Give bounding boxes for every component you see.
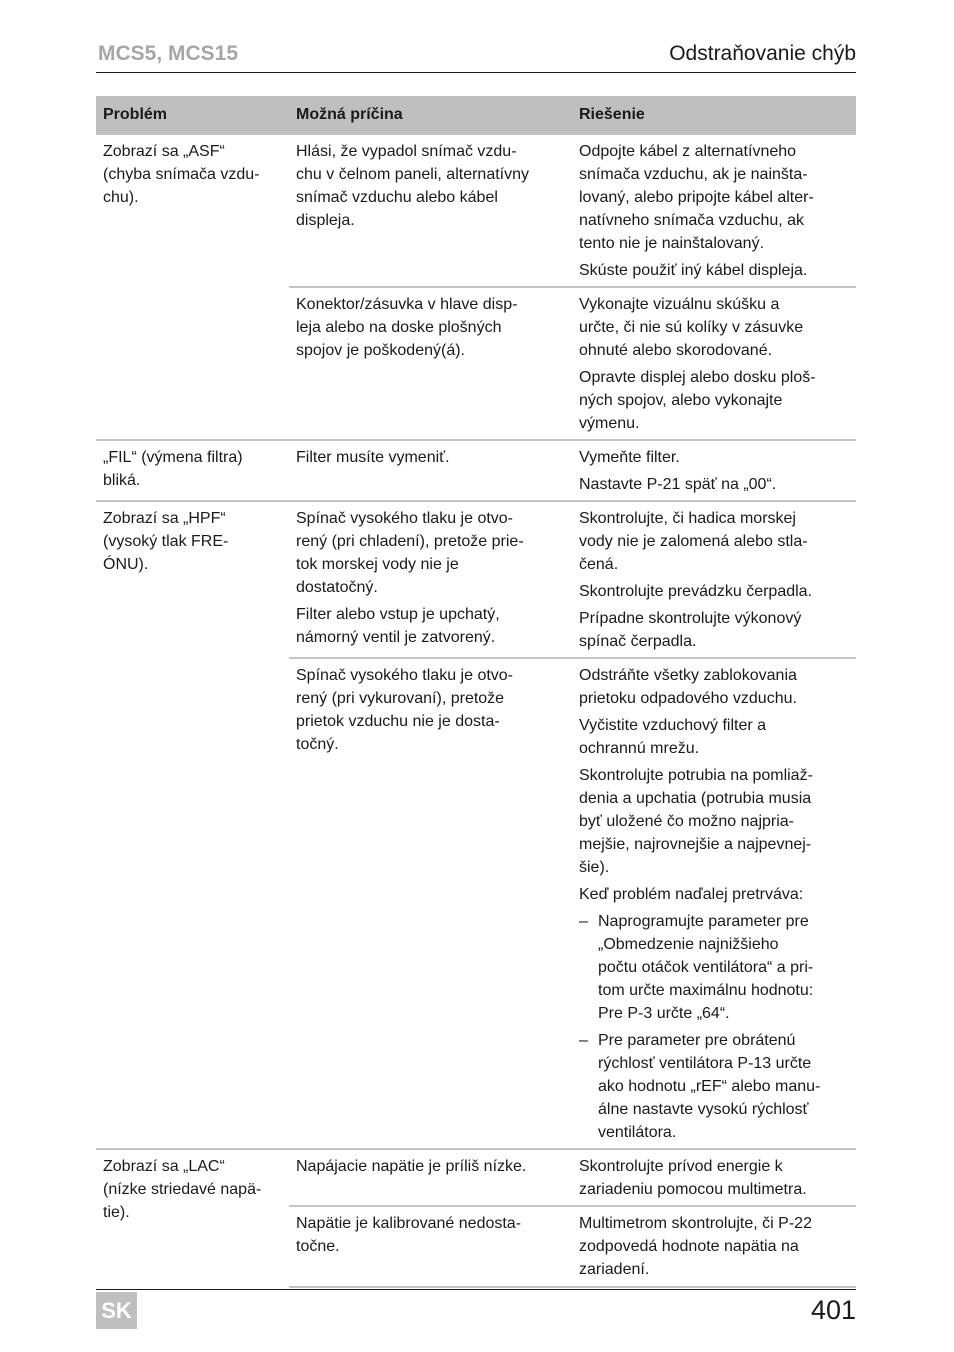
text-line: displeja. (296, 212, 355, 229)
text-line: námorný ventil je zatvorený. (296, 629, 496, 646)
text-line: Pre parameter pre obrátenú (598, 1032, 796, 1049)
cause-cell (289, 134, 572, 287)
text-line: (nízke striedavé napä- (103, 1181, 262, 1198)
text-line: zariadení. (579, 1261, 650, 1278)
list-dash: – (579, 1032, 588, 1049)
text-line: rený (pri vykurovaní), pretože (296, 690, 505, 707)
text-line: Vykonajte vizuálnu skúšku a (579, 296, 780, 313)
text-line: Naprogramujte parameter pre (598, 913, 809, 930)
text-line: rený (pri chladení), pretože prie- (296, 533, 524, 550)
solution-cell (572, 1206, 856, 1287)
text-line: Pre P-3 určte „64“. (598, 1005, 730, 1022)
text-line: Napätie je kalibrované nedosta- (296, 1215, 522, 1232)
paragraph (579, 1212, 849, 1281)
text-line: snímač vzduchu alebo kábel (296, 189, 498, 206)
table-row (96, 440, 856, 501)
paragraph (579, 259, 849, 282)
text-line: chu). (103, 189, 139, 206)
text-line: určte, či nie sú kolíky v zásuvke (579, 319, 804, 336)
text-line: (chyba snímača vzdu- (103, 166, 260, 183)
text-line: zariadeniu pomocou multimetra. (579, 1181, 807, 1198)
solution-cell (572, 440, 856, 501)
text-line: leja alebo na doske plošných (296, 319, 502, 336)
paragraph (296, 293, 565, 362)
table-row (96, 501, 856, 658)
paragraph (579, 446, 849, 469)
text-line: natívneho snímača vzduchu, ak (579, 212, 805, 229)
solution-cell (572, 1149, 856, 1206)
cause-cell (289, 501, 572, 658)
column-header-solution: Riešenie (572, 96, 856, 134)
column-header-cause: Možná príčina (289, 96, 572, 134)
text-line: zodpovedá hodnote napätia na (579, 1238, 799, 1255)
text-line: tom určte maximálnu hodnotu: (598, 982, 814, 999)
paragraph (296, 1212, 565, 1258)
cause-cell (289, 440, 572, 501)
model-name: MCS5, MCS15 (98, 42, 239, 65)
paragraph (579, 607, 849, 653)
text-line: ohnuté alebo skorodované. (579, 342, 773, 359)
cause-cell (289, 1206, 572, 1287)
text-line: prietok vzduchu nie je dosta- (296, 713, 500, 730)
text-line: Vyčistite vzduchový filter a (579, 717, 767, 734)
text-line: rýchlosť ventilátora P-13 určte (598, 1055, 812, 1072)
problem-cell (96, 1149, 289, 1287)
text-line: Skontrolujte, či hadica morskej (579, 510, 796, 527)
text-line: Prípadne skontrolujte výkonový (579, 610, 802, 627)
text-line: prietoku odpadového vzduchu. (579, 690, 797, 707)
text-line: spojov je poškodený(á). (296, 342, 465, 359)
text-line: „Obmedzenie najnižšieho (598, 936, 779, 953)
paragraph (579, 366, 849, 435)
text-line: byť uložené čo možno najpria- (579, 813, 795, 830)
table-row (96, 134, 856, 287)
text-line: šie). (579, 859, 610, 876)
list-item (579, 910, 849, 1025)
paragraph (579, 1155, 849, 1201)
text-line: vody nie je zalomená alebo stla- (579, 533, 808, 550)
table-row (96, 1149, 856, 1206)
text-line: (vysoký tlak FRE- (103, 533, 229, 550)
text-line: Hlási, že vypadol snímač vzdu- (296, 143, 517, 160)
text-line: Zobrazí sa „LAC“ (103, 1158, 225, 1175)
troubleshooting-table (96, 96, 856, 1288)
problem-cell (96, 440, 289, 501)
paragraph (579, 883, 849, 906)
paragraph (296, 603, 565, 649)
text-line: Odstráňte všetky zablokovania (579, 667, 797, 684)
paragraph (579, 507, 849, 576)
text-line: Konektor/zásuvka v hlave disp- (296, 296, 518, 313)
text-line: mejšie, najrovnejšie a najpevnej- (579, 836, 812, 853)
text-line: dostatočný. (296, 579, 378, 596)
table-header-row (96, 96, 856, 134)
text-line: lovaný, alebo pripojte kábel alter- (579, 189, 814, 206)
text-line: Nastavte P-21 späť na „00“. (579, 476, 777, 493)
text-line: Skúste použiť iný kábel displeja. (579, 262, 808, 279)
paragraph (579, 293, 849, 362)
paragraph (296, 507, 565, 599)
text-line: álne nastavte vysokú rýchlosť (598, 1101, 809, 1118)
text-line: Skontrolujte prívod energie k (579, 1158, 783, 1175)
problem-cell (96, 501, 289, 1149)
text-line: Napájacie napätie je príliš nízke. (296, 1158, 527, 1175)
solution-cell (572, 501, 856, 658)
text-line: Filter alebo vstup je upchatý, (296, 606, 500, 623)
solution-cell (572, 658, 856, 1149)
text-line: Spínač vysokého tlaku je otvo- (296, 510, 514, 527)
paragraph (296, 664, 565, 756)
text-line: tok morskej vody nie je (296, 556, 459, 573)
text-line: ochrannú mrežu. (579, 740, 700, 757)
table-body (96, 134, 856, 1287)
paragraph (296, 140, 565, 232)
text-line: denia a upchatia (potrubia musia (579, 790, 812, 807)
cause-cell (289, 1149, 572, 1206)
paragraph (579, 764, 849, 879)
section-title: Odstraňovanie chýb (669, 42, 856, 65)
page-footer (96, 1289, 856, 1330)
text-line: ných spojov, alebo vykonajte (579, 392, 783, 409)
text-line: Opravte displej alebo dosku ploš- (579, 369, 816, 386)
text-line: točný. (296, 736, 339, 753)
text-line: Filter musíte vymeniť. (296, 449, 450, 466)
text-line: Keď problém naďalej pretrváva: (579, 886, 804, 903)
text-line: počtu otáčok ventilátora“ a pri- (598, 959, 814, 976)
text-line: Zobrazí sa „HPF“ (103, 510, 226, 527)
page-number: 401 (810, 1295, 856, 1325)
text-line: tie). (103, 1204, 130, 1221)
text-line: ÓNU). (103, 556, 149, 573)
paragraph (579, 664, 849, 710)
text-line: Odpojte kábel z alternatívneho (579, 143, 797, 160)
text-line: výmenu. (579, 415, 640, 432)
text-line: chu v čelnom paneli, alternatívny (296, 166, 530, 183)
text-line: ako hodnotu „rEF“ alebo manu- (598, 1078, 821, 1095)
text-line: snímača vzduchu, ak je nainšta- (579, 166, 808, 183)
text-line: Spínač vysokého tlaku je otvo- (296, 667, 514, 684)
text-line: Vymeňte filter. (579, 449, 680, 466)
paragraph (579, 714, 849, 760)
page-header (96, 40, 856, 73)
text-line: tento nie je nainštalovaný. (579, 235, 765, 252)
cause-cell (289, 658, 572, 1149)
paragraph (579, 140, 849, 255)
text-line: Skontrolujte prevádzku čerpadla. (579, 583, 813, 600)
column-header-problem: Problém (96, 96, 289, 134)
paragraph (296, 446, 565, 469)
text-line: Zobrazí sa „ASF“ (103, 143, 225, 160)
text-line: spínač čerpadla. (579, 633, 697, 650)
text-line: Multimetrom skontrolujte, či P-22 (579, 1215, 812, 1232)
list-item (579, 1029, 849, 1144)
problem-cell (96, 134, 289, 440)
text-line: točne. (296, 1238, 340, 1255)
solution-cell (572, 134, 856, 287)
text-line: ventilátora. (598, 1124, 677, 1141)
solution-cell (572, 287, 856, 440)
paragraph (579, 580, 849, 603)
text-line: „FIL“ (výmena filtra) (103, 449, 243, 466)
text-line: bliká. (103, 472, 141, 489)
cause-cell (289, 287, 572, 440)
paragraph (579, 473, 849, 496)
language-badge: SK (96, 1292, 137, 1329)
paragraph (296, 1155, 565, 1178)
list-dash: – (579, 913, 588, 930)
text-line: Skontrolujte potrubia na pomliaž- (579, 767, 813, 784)
text-line: čená. (579, 556, 619, 573)
